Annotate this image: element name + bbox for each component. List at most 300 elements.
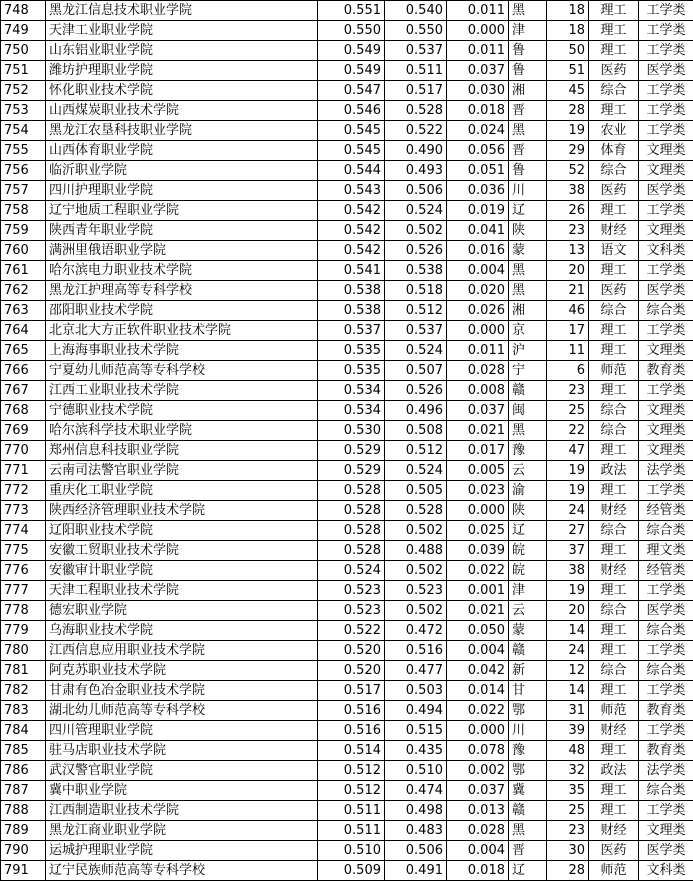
category-cell: 工学类 <box>639 581 693 601</box>
province-cell: 陕 <box>509 501 547 521</box>
score-total-cell: 0.550 <box>318 21 385 41</box>
province-cell: 黑 <box>509 1 547 21</box>
score-a-cell: 0.505 <box>385 481 447 501</box>
province-cell: 云 <box>509 461 547 481</box>
school-name-cell: 宁德职业技术学院 <box>46 401 318 421</box>
province-rank-cell: 24 <box>547 501 589 521</box>
score-b-cell: 0.018 <box>447 861 509 881</box>
school-type-cell: 政法 <box>589 461 639 481</box>
school-type-cell: 理工 <box>589 681 639 701</box>
table-row <box>1 241 693 261</box>
school-type-cell: 师范 <box>589 701 639 721</box>
province-cell: 辽 <box>509 861 547 881</box>
score-b-cell: 0.037 <box>447 781 509 801</box>
school-type-cell: 医药 <box>589 281 639 301</box>
table-row <box>1 861 693 881</box>
table-row <box>1 561 693 581</box>
score-b-cell: 0.019 <box>447 201 509 221</box>
school-name-cell: 四川护理职业学院 <box>46 181 318 201</box>
score-total-cell: 0.537 <box>318 321 385 341</box>
score-a-cell: 0.488 <box>385 541 447 561</box>
province-cell: 黑 <box>509 821 547 841</box>
table-row <box>1 141 693 161</box>
score-b-cell: 0.036 <box>447 181 509 201</box>
score-a-cell: 0.518 <box>385 281 447 301</box>
school-type-cell: 理工 <box>589 261 639 281</box>
rank-cell: 782 <box>1 681 46 701</box>
province-rank-cell: 23 <box>547 381 589 401</box>
province-cell: 晋 <box>509 101 547 121</box>
score-b-cell: 0.028 <box>447 361 509 381</box>
rank-cell: 772 <box>1 481 46 501</box>
score-total-cell: 0.541 <box>318 261 385 281</box>
rank-cell: 771 <box>1 461 46 481</box>
province-cell: 黑 <box>509 261 547 281</box>
score-a-cell: 0.528 <box>385 101 447 121</box>
province-cell: 冀 <box>509 781 547 801</box>
category-cell: 文理类 <box>639 141 693 161</box>
province-rank-cell: 13 <box>547 241 589 261</box>
rank-cell: 766 <box>1 361 46 381</box>
score-a-cell: 0.526 <box>385 381 447 401</box>
rank-cell: 770 <box>1 441 46 461</box>
category-cell: 医学类 <box>639 841 693 861</box>
score-total-cell: 0.542 <box>318 201 385 221</box>
province-rank-cell: 12 <box>547 661 589 681</box>
school-name-cell: 陕西青年职业学院 <box>46 221 318 241</box>
score-total-cell: 0.529 <box>318 441 385 461</box>
score-b-cell: 0.000 <box>447 721 509 741</box>
table-row <box>1 61 693 81</box>
table-row <box>1 161 693 181</box>
score-b-cell: 0.056 <box>447 141 509 161</box>
province-cell: 辽 <box>509 521 547 541</box>
province-cell: 皖 <box>509 541 547 561</box>
school-type-cell: 政法 <box>589 761 639 781</box>
province-rank-cell: 20 <box>547 261 589 281</box>
score-a-cell: 0.502 <box>385 561 447 581</box>
score-a-cell: 0.537 <box>385 321 447 341</box>
rank-cell: 781 <box>1 661 46 681</box>
rank-cell: 757 <box>1 181 46 201</box>
table-row <box>1 101 693 121</box>
school-name-cell: 安徽审计职业学院 <box>46 561 318 581</box>
score-b-cell: 0.001 <box>447 581 509 601</box>
score-a-cell: 0.510 <box>385 761 447 781</box>
school-name-cell: 湖北幼儿师范高等专科学校 <box>46 701 318 721</box>
rank-cell: 785 <box>1 741 46 761</box>
category-cell: 医学类 <box>639 181 693 201</box>
province-cell: 云 <box>509 601 547 621</box>
province-cell: 津 <box>509 21 547 41</box>
province-rank-cell: 39 <box>547 721 589 741</box>
score-b-cell: 0.037 <box>447 401 509 421</box>
score-b-cell: 0.025 <box>447 521 509 541</box>
score-total-cell: 0.528 <box>318 521 385 541</box>
category-cell: 工学类 <box>639 721 693 741</box>
province-cell: 宁 <box>509 361 547 381</box>
province-cell: 赣 <box>509 641 547 661</box>
school-type-cell: 综合 <box>589 301 639 321</box>
province-rank-cell: 18 <box>547 1 589 21</box>
score-a-cell: 0.498 <box>385 801 447 821</box>
rank-cell: 767 <box>1 381 46 401</box>
school-type-cell: 理工 <box>589 541 639 561</box>
category-cell: 工学类 <box>639 681 693 701</box>
category-cell: 经管类 <box>639 561 693 581</box>
score-b-cell: 0.028 <box>447 821 509 841</box>
school-name-cell: 冀中职业学院 <box>46 781 318 801</box>
school-name-cell: 哈尔滨电力职业技术学院 <box>46 261 318 281</box>
score-b-cell: 0.016 <box>447 241 509 261</box>
score-a-cell: 0.506 <box>385 841 447 861</box>
score-a-cell: 0.550 <box>385 21 447 41</box>
score-b-cell: 0.022 <box>447 701 509 721</box>
table-row <box>1 181 693 201</box>
school-type-cell: 医药 <box>589 841 639 861</box>
school-type-cell: 理工 <box>589 741 639 761</box>
score-total-cell: 0.528 <box>318 541 385 561</box>
rank-cell: 780 <box>1 641 46 661</box>
table-row <box>1 21 693 41</box>
table-row <box>1 701 693 721</box>
score-total-cell: 0.520 <box>318 641 385 661</box>
school-type-cell: 综合 <box>589 81 639 101</box>
score-total-cell: 0.512 <box>318 781 385 801</box>
table-row <box>1 601 693 621</box>
table-row <box>1 721 693 741</box>
table-row <box>1 541 693 561</box>
rank-cell: 789 <box>1 821 46 841</box>
province-cell: 蒙 <box>509 621 547 641</box>
school-type-cell: 理工 <box>589 21 639 41</box>
province-cell: 川 <box>509 721 547 741</box>
table-row <box>1 581 693 601</box>
rank-cell: 749 <box>1 21 46 41</box>
score-total-cell: 0.510 <box>318 841 385 861</box>
score-a-cell: 0.503 <box>385 681 447 701</box>
school-name-cell: 怀化职业技术学院 <box>46 81 318 101</box>
score-total-cell: 0.546 <box>318 101 385 121</box>
province-rank-cell: 25 <box>547 801 589 821</box>
category-cell: 工学类 <box>639 201 693 221</box>
province-rank-cell: 14 <box>547 681 589 701</box>
school-type-cell: 师范 <box>589 361 639 381</box>
category-cell: 文理类 <box>639 401 693 421</box>
province-rank-cell: 50 <box>547 41 589 61</box>
school-name-cell: 山西煤炭职业技术学院 <box>46 101 318 121</box>
score-a-cell: 0.477 <box>385 661 447 681</box>
score-total-cell: 0.545 <box>318 141 385 161</box>
category-cell: 工学类 <box>639 81 693 101</box>
province-rank-cell: 38 <box>547 561 589 581</box>
score-a-cell: 0.515 <box>385 721 447 741</box>
school-type-cell: 综合 <box>589 521 639 541</box>
score-a-cell: 0.493 <box>385 161 447 181</box>
province-rank-cell: 23 <box>547 221 589 241</box>
school-type-cell: 理工 <box>589 581 639 601</box>
score-a-cell: 0.506 <box>385 181 447 201</box>
table-row <box>1 441 693 461</box>
province-rank-cell: 26 <box>547 201 589 221</box>
table-row <box>1 321 693 341</box>
province-cell: 蒙 <box>509 241 547 261</box>
school-name-cell: 黑龙江农垦科技职业学院 <box>46 121 318 141</box>
school-name-cell: 四川管理职业学院 <box>46 721 318 741</box>
score-a-cell: 0.517 <box>385 81 447 101</box>
school-name-cell: 满洲里俄语职业学院 <box>46 241 318 261</box>
score-a-cell: 0.538 <box>385 261 447 281</box>
rank-cell: 776 <box>1 561 46 581</box>
score-total-cell: 0.549 <box>318 61 385 81</box>
table-row <box>1 761 693 781</box>
province-cell: 豫 <box>509 741 547 761</box>
province-cell: 赣 <box>509 801 547 821</box>
school-name-cell: 德宏职业学院 <box>46 601 318 621</box>
category-cell: 医学类 <box>639 61 693 81</box>
province-rank-cell: 35 <box>547 781 589 801</box>
province-rank-cell: 20 <box>547 601 589 621</box>
school-type-cell: 理工 <box>589 621 639 641</box>
category-cell: 教育类 <box>639 741 693 761</box>
score-a-cell: 0.502 <box>385 601 447 621</box>
province-cell: 晋 <box>509 141 547 161</box>
school-type-cell: 理工 <box>589 441 639 461</box>
province-rank-cell: 28 <box>547 861 589 881</box>
category-cell: 工学类 <box>639 41 693 61</box>
score-b-cell: 0.000 <box>447 21 509 41</box>
score-total-cell: 0.514 <box>318 741 385 761</box>
score-a-cell: 0.526 <box>385 241 447 261</box>
table-row <box>1 361 693 381</box>
school-type-cell: 理工 <box>589 381 639 401</box>
score-a-cell: 0.491 <box>385 861 447 881</box>
category-cell: 医学类 <box>639 601 693 621</box>
score-b-cell: 0.021 <box>447 421 509 441</box>
school-name-cell: 运城护理职业学院 <box>46 841 318 861</box>
score-a-cell: 0.474 <box>385 781 447 801</box>
school-name-cell: 山东铝业职业学院 <box>46 41 318 61</box>
table-row <box>1 341 693 361</box>
score-b-cell: 0.011 <box>447 41 509 61</box>
school-name-cell: 武汉警官职业学院 <box>46 761 318 781</box>
score-b-cell: 0.030 <box>447 81 509 101</box>
score-total-cell: 0.522 <box>318 621 385 641</box>
province-cell: 辽 <box>509 201 547 221</box>
score-total-cell: 0.529 <box>318 461 385 481</box>
school-name-cell: 山西体育职业学院 <box>46 141 318 161</box>
province-rank-cell: 19 <box>547 581 589 601</box>
school-type-cell: 体育 <box>589 141 639 161</box>
province-rank-cell: 30 <box>547 841 589 861</box>
province-cell: 闽 <box>509 401 547 421</box>
score-a-cell: 0.537 <box>385 41 447 61</box>
category-cell: 工学类 <box>639 261 693 281</box>
province-rank-cell: 11 <box>547 341 589 361</box>
school-name-cell: 哈尔滨科学技术职业学院 <box>46 421 318 441</box>
school-type-cell: 财经 <box>589 501 639 521</box>
school-name-cell: 驻马店职业技术学院 <box>46 741 318 761</box>
province-cell: 甘 <box>509 681 547 701</box>
rank-cell: 790 <box>1 841 46 861</box>
category-cell: 工学类 <box>639 101 693 121</box>
category-cell: 综合类 <box>639 621 693 641</box>
score-a-cell: 0.524 <box>385 201 447 221</box>
province-cell: 鲁 <box>509 161 547 181</box>
school-type-cell: 综合 <box>589 661 639 681</box>
school-name-cell: 潍坊护理职业学院 <box>46 61 318 81</box>
score-total-cell: 0.524 <box>318 561 385 581</box>
school-type-cell: 财经 <box>589 821 639 841</box>
score-b-cell: 0.022 <box>447 561 509 581</box>
province-rank-cell: 38 <box>547 181 589 201</box>
province-rank-cell: 21 <box>547 281 589 301</box>
category-cell: 文理类 <box>639 441 693 461</box>
school-name-cell: 黑龙江商业职业学院 <box>46 821 318 841</box>
table-row <box>1 841 693 861</box>
rank-cell: 775 <box>1 541 46 561</box>
province-cell: 湘 <box>509 301 547 321</box>
table-row <box>1 381 693 401</box>
score-total-cell: 0.523 <box>318 581 385 601</box>
school-type-cell: 综合 <box>589 161 639 181</box>
school-name-cell: 邵阳职业技术学院 <box>46 301 318 321</box>
table-row <box>1 501 693 521</box>
score-b-cell: 0.024 <box>447 121 509 141</box>
school-name-cell: 天津工业职业学院 <box>46 21 318 41</box>
province-cell: 晋 <box>509 841 547 861</box>
score-b-cell: 0.014 <box>447 681 509 701</box>
province-cell: 京 <box>509 321 547 341</box>
score-total-cell: 0.538 <box>318 301 385 321</box>
score-total-cell: 0.535 <box>318 361 385 381</box>
rank-cell: 755 <box>1 141 46 161</box>
rank-cell: 774 <box>1 521 46 541</box>
province-cell: 沪 <box>509 341 547 361</box>
score-a-cell: 0.524 <box>385 461 447 481</box>
school-type-cell: 综合 <box>589 421 639 441</box>
score-total-cell: 0.542 <box>318 221 385 241</box>
score-a-cell: 0.507 <box>385 361 447 381</box>
school-name-cell: 北京北大方正软件职业技术学院 <box>46 321 318 341</box>
province-cell: 鄂 <box>509 761 547 781</box>
score-b-cell: 0.051 <box>447 161 509 181</box>
category-cell: 工学类 <box>639 21 693 41</box>
province-cell: 黑 <box>509 281 547 301</box>
score-total-cell: 0.530 <box>318 421 385 441</box>
province-rank-cell: 23 <box>547 821 589 841</box>
table-row <box>1 481 693 501</box>
rank-cell: 765 <box>1 341 46 361</box>
table-row <box>1 201 693 221</box>
score-b-cell: 0.000 <box>447 321 509 341</box>
score-b-cell: 0.023 <box>447 481 509 501</box>
table-row <box>1 261 693 281</box>
school-type-cell: 理工 <box>589 41 639 61</box>
score-total-cell: 0.534 <box>318 401 385 421</box>
score-total-cell: 0.534 <box>318 381 385 401</box>
province-cell: 鲁 <box>509 41 547 61</box>
school-type-cell: 理工 <box>589 101 639 121</box>
school-name-cell: 阿克苏职业技术学院 <box>46 661 318 681</box>
school-name-cell: 重庆化工职业学院 <box>46 481 318 501</box>
category-cell: 综合类 <box>639 781 693 801</box>
province-rank-cell: 29 <box>547 141 589 161</box>
table-row <box>1 221 693 241</box>
province-cell: 豫 <box>509 441 547 461</box>
province-cell: 黑 <box>509 121 547 141</box>
school-name-cell: 上海海事职业技术学院 <box>46 341 318 361</box>
province-rank-cell: 32 <box>547 761 589 781</box>
score-b-cell: 0.004 <box>447 641 509 661</box>
school-name-cell: 宁夏幼儿师范高等专科学校 <box>46 361 318 381</box>
province-rank-cell: 27 <box>547 521 589 541</box>
rank-cell: 773 <box>1 501 46 521</box>
province-rank-cell: 19 <box>547 121 589 141</box>
score-a-cell: 0.502 <box>385 521 447 541</box>
table-row <box>1 621 693 641</box>
province-rank-cell: 6 <box>547 361 589 381</box>
school-name-cell: 黑龙江信息技术职业学院 <box>46 1 318 21</box>
school-name-cell: 甘肃有色冶金职业技术学院 <box>46 681 318 701</box>
score-a-cell: 0.496 <box>385 401 447 421</box>
province-cell: 渝 <box>509 481 547 501</box>
score-total-cell: 0.511 <box>318 801 385 821</box>
score-b-cell: 0.042 <box>447 661 509 681</box>
province-rank-cell: 25 <box>547 401 589 421</box>
rank-cell: 788 <box>1 801 46 821</box>
score-a-cell: 0.490 <box>385 141 447 161</box>
category-cell: 工学类 <box>639 1 693 21</box>
category-cell: 工学类 <box>639 641 693 661</box>
score-a-cell: 0.512 <box>385 301 447 321</box>
score-total-cell: 0.545 <box>318 121 385 141</box>
school-name-cell: 陕西经济管理职业技术学院 <box>46 501 318 521</box>
score-b-cell: 0.026 <box>447 301 509 321</box>
score-b-cell: 0.004 <box>447 841 509 861</box>
table-row <box>1 781 693 801</box>
score-a-cell: 0.516 <box>385 641 447 661</box>
rank-cell: 777 <box>1 581 46 601</box>
score-total-cell: 0.551 <box>318 1 385 21</box>
province-rank-cell: 51 <box>547 61 589 81</box>
table-row <box>1 41 693 61</box>
category-cell: 教育类 <box>639 361 693 381</box>
category-cell: 教育类 <box>639 701 693 721</box>
school-type-cell: 理工 <box>589 641 639 661</box>
table-row <box>1 121 693 141</box>
rank-cell: 783 <box>1 701 46 721</box>
school-type-cell: 财经 <box>589 721 639 741</box>
province-rank-cell: 18 <box>547 21 589 41</box>
category-cell: 文理类 <box>639 221 693 241</box>
province-cell: 黑 <box>509 421 547 441</box>
category-cell: 工学类 <box>639 321 693 341</box>
score-b-cell: 0.004 <box>447 261 509 281</box>
table-row <box>1 661 693 681</box>
score-total-cell: 0.516 <box>318 701 385 721</box>
score-total-cell: 0.549 <box>318 41 385 61</box>
score-a-cell: 0.435 <box>385 741 447 761</box>
category-cell: 工学类 <box>639 121 693 141</box>
rank-cell: 761 <box>1 261 46 281</box>
score-a-cell: 0.512 <box>385 441 447 461</box>
table-row <box>1 421 693 441</box>
rank-cell: 758 <box>1 201 46 221</box>
score-a-cell: 0.540 <box>385 1 447 21</box>
score-a-cell: 0.523 <box>385 581 447 601</box>
score-b-cell: 0.021 <box>447 601 509 621</box>
